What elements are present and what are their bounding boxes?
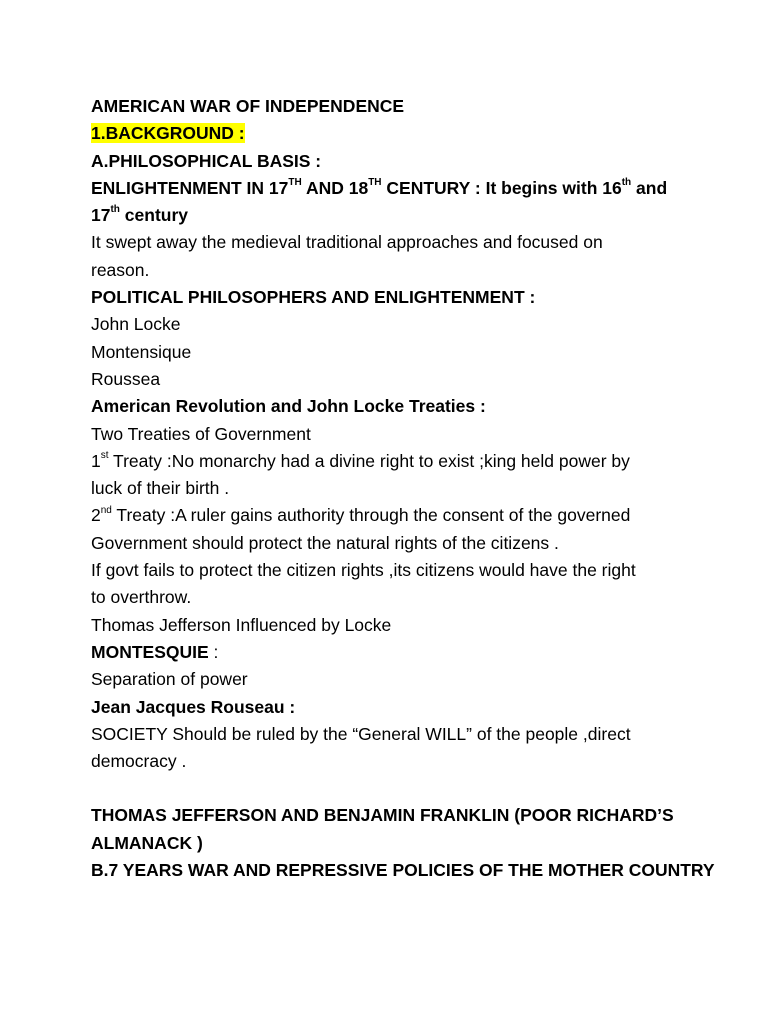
enlightenment-text: ENLIGHTENMENT IN 17 xyxy=(91,177,289,198)
treaty-1-line xyxy=(91,448,731,475)
montesquie-heading: MONTESQUIE xyxy=(91,641,209,662)
paragraph-line: democracy . xyxy=(91,751,187,772)
locke-treaties-heading: American Revolution and John Locke Treaties : xyxy=(91,396,486,417)
philosopher-item: John Locke xyxy=(91,314,181,335)
section-background-heading xyxy=(91,120,731,147)
paragraph-line: It swept away the medieval traditional approaches and focused on xyxy=(91,232,603,253)
paragraph-line: luck of their birth . xyxy=(91,478,230,499)
paragraph-line: to overthrow. xyxy=(91,587,192,608)
enlightenment-text: century xyxy=(119,205,188,226)
paragraph-line: SOCIETY Should be ruled by the “General WILL” of the people ,direct xyxy=(91,723,631,744)
treaty-2-line xyxy=(91,502,731,529)
enlightenment-text: CENTURY : It begins with 16 xyxy=(381,177,622,198)
superscript: TH xyxy=(288,177,302,189)
jefferson-franklin-heading-line-1: THOMAS JEFFERSON AND BENJAMIN FRANKLIN (POOR RICHARD’S xyxy=(91,805,674,826)
paragraph-line: If govt fails to protect the citizen rights ,its citizens would have the right xyxy=(91,560,636,581)
rousseau-heading: Jean Jacques Rouseau : xyxy=(91,696,296,717)
jefferson-franklin-heading-line-2: ALMANACK ) xyxy=(91,832,203,853)
treaty-text: Treaty :No monarchy had a divine right to exist ;king held power by xyxy=(108,450,630,471)
document-page xyxy=(91,93,731,884)
superscript: th xyxy=(621,177,632,189)
enlightenment-heading-line-1 xyxy=(91,175,731,202)
paragraph-line: Thomas Jefferson Influenced by Locke xyxy=(91,614,392,635)
montesquie-heading-line xyxy=(91,639,731,666)
paragraph-line: reason. xyxy=(91,259,150,280)
enlightenment-heading-line-2 xyxy=(91,202,731,229)
section-seven-years-war-heading: B.7 YEARS WAR AND REPRESSIVE POLICIES OF THE MOTHER COUNTRY xyxy=(91,860,715,881)
paragraph-line: Two Treaties of Government xyxy=(91,423,311,444)
paragraph-line: Government should protect the natural rights of the citizens . xyxy=(91,532,559,553)
enlightenment-text: 17 xyxy=(91,205,111,226)
section-philosophical-basis-heading: A.PHILOSOPHICAL BASIS : xyxy=(91,150,322,171)
enlightenment-text: AND 18 xyxy=(301,177,369,198)
treaty-number: 2 xyxy=(91,505,101,526)
highlighted-heading: 1.BACKGROUND : xyxy=(91,123,245,144)
treaty-text: Treaty :A ruler gains authority through the consent of the governed xyxy=(111,505,631,526)
heading-colon: : xyxy=(208,641,219,662)
philosopher-item: Roussea xyxy=(91,368,161,389)
superscript: th xyxy=(110,204,120,216)
superscript: nd xyxy=(100,504,112,516)
superscript: TH xyxy=(368,177,382,189)
document-title: AMERICAN WAR OF INDEPENDENCE xyxy=(91,96,405,116)
superscript: st xyxy=(100,450,109,462)
paragraph-line: Separation of power xyxy=(91,669,248,690)
enlightenment-text: and xyxy=(631,177,668,198)
blank-line xyxy=(91,775,731,802)
philosopher-item: Montensique xyxy=(91,341,192,362)
treaty-number: 1 xyxy=(91,450,101,471)
political-philosophers-heading: POLITICAL PHILOSOPHERS AND ENLIGHTENMENT : xyxy=(91,287,536,308)
